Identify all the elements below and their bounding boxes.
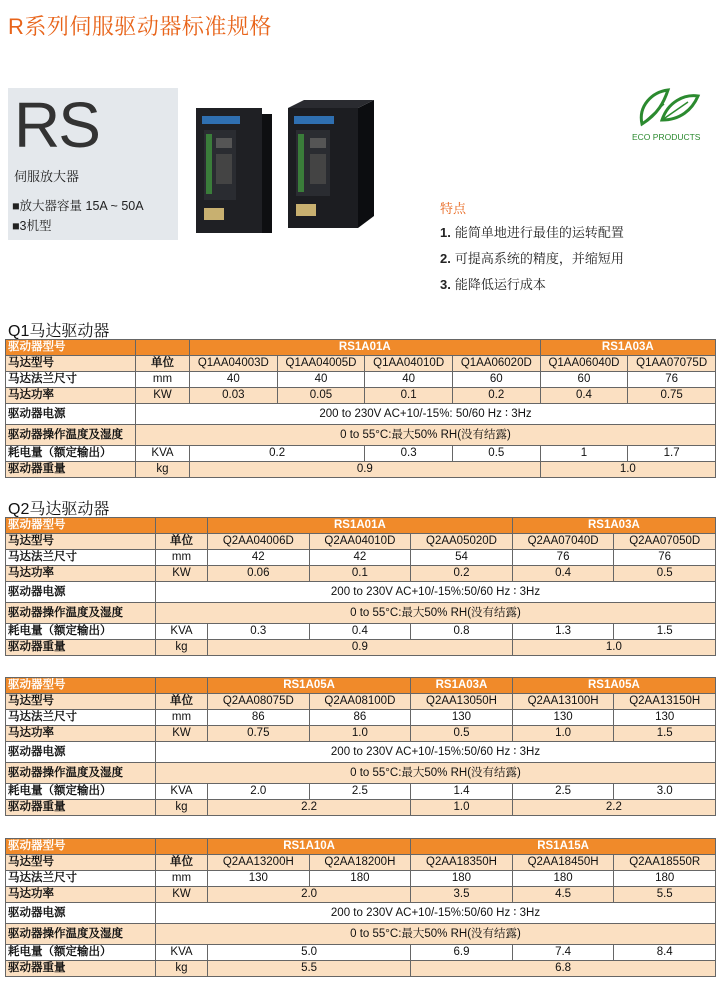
feature-item: 2. 可提高系统的精度，并缩短用 [440,251,624,266]
table-row: 驱动器重量 kg 5.5 6.8 [6,961,716,977]
table-row: 耗电量（额定输出） KVA 0.3 0.4 0.8 1.3 1.5 [6,624,716,640]
servo-amplifier-photo [190,98,380,238]
table-row: 驱动器重量 kg 0.9 1.0 [6,462,716,478]
table-row: 驱动器型号 RS1A05A RS1A03A RS1A05A [6,678,716,694]
table-row: 马达型号 单位 Q2AA04006D Q2AA04010D Q2AA05020D Q2AA07040D Q2AA07050D [6,534,716,550]
feature-item: 3. 能降低运行成本 [440,277,546,292]
product-capacity: ■放大器容量 15A ~ 50A [12,199,144,213]
table-row: 驱动器操作温度及湿度 0 to 55°C:最大50% RH(没有结露) [6,763,716,784]
table-row: 马达型号 单位 Q2AA13200H Q2AA18200H Q2AA18350H Q2AA18450H Q2AA18550R [6,855,716,871]
q2-spec-table-a [5,517,716,656]
table-row: 马达法兰尺寸 mm 130 180 180 180 180 [6,871,716,887]
page-title: R系列伺服驱动器标准规格 [8,14,272,39]
product-badge [8,88,178,240]
product-series: RS [14,89,99,161]
table-row: 马达功率 KW 0.75 1.0 0.5 1.0 1.5 [6,726,716,742]
table-row: 马达型号 单位 Q1AA04003D Q1AA04005D Q1AA04010D Q1AA06020D Q1AA06040D Q1AA07075D [6,356,716,372]
q1-heading: Q1马达驱动器 [8,323,110,340]
table-row: 驱动器电源 200 to 230V AC+10/-15%:50/60 Hz ∶ 3Hz [6,903,716,924]
eco-label: ECO PRODUCTS [632,132,701,142]
table-row: 驱动器操作温度及湿度 0 to 55°C:最大50% RH(没有结露) [6,603,716,624]
eco-products-logo [628,80,708,150]
table-row: 驱动器型号 RS1A10A RS1A15A [6,839,716,855]
table-row: 驱动器操作温度及湿度 0 to 55°C:最大50% RH(没有结露) [6,924,716,945]
features-heading: 特点 [440,201,467,216]
q2-heading: Q2马达驱动器 [8,501,110,518]
table-row: 耗电量（额定输出） KVA 2.0 2.5 1.4 2.5 3.0 [6,784,716,800]
table-row: 驱动器型号 RS1A01A RS1A03A [6,340,716,356]
q2-spec-table-b [5,677,716,816]
table-row: 驱动器电源 200 to 230V AC+10/-15%:50/60 Hz ∶ 3Hz [6,582,716,603]
table-row: 马达功率 KW 0.06 0.1 0.2 0.4 0.5 [6,566,716,582]
table-row: 耗电量（额定输出） KVA 0.2 0.3 0.5 1 1.7 [6,446,716,462]
table-row: 马达法兰尺寸 mm 40 40 40 60 60 76 [6,372,716,388]
table-row: 驱动器重量 kg 0.9 1.0 [6,640,716,656]
leaf-icon [628,80,708,132]
product-models: ■3机型 [12,219,52,233]
table-row: 马达功率 KW 0.03 0.05 0.1 0.2 0.4 0.75 [6,388,716,404]
table-row: 驱动器重量 kg 2.2 1.0 2.2 [6,800,716,816]
table-row: 耗电量（额定输出） KVA 5.0 6.9 7.4 8.4 [6,945,716,961]
table-row: 马达功率 KW 2.0 3.5 4.5 5.5 [6,887,716,903]
table-row: 驱动器电源 200 to 230V AC+10/-15%:50/60 Hz ∶ 3Hz [6,742,716,763]
table-row: 马达法兰尺寸 mm 86 86 130 130 130 [6,710,716,726]
table-row: 驱动器电源 200 to 230V AC+10/-15%: 50/60 Hz ∶ 3Hz [6,404,716,425]
table-row: 驱动器型号 RS1A01A RS1A03A [6,518,716,534]
table-row: 马达型号 单位 Q2AA08075D Q2AA08100D Q2AA13050H Q2AA13100H Q2AA13150H [6,694,716,710]
q2-spec-table-c [5,838,716,977]
feature-item: 1. 能简单地进行最佳的运转配置 [440,225,624,240]
table-row: 驱动器操作温度及湿度 0 to 55°C:最大50% RH(没有结露) [6,425,716,446]
product-subtitle: 伺服放大器 [14,169,80,184]
q1-spec-table [5,339,716,478]
table-row: 马达法兰尺寸 mm 42 42 54 76 76 [6,550,716,566]
